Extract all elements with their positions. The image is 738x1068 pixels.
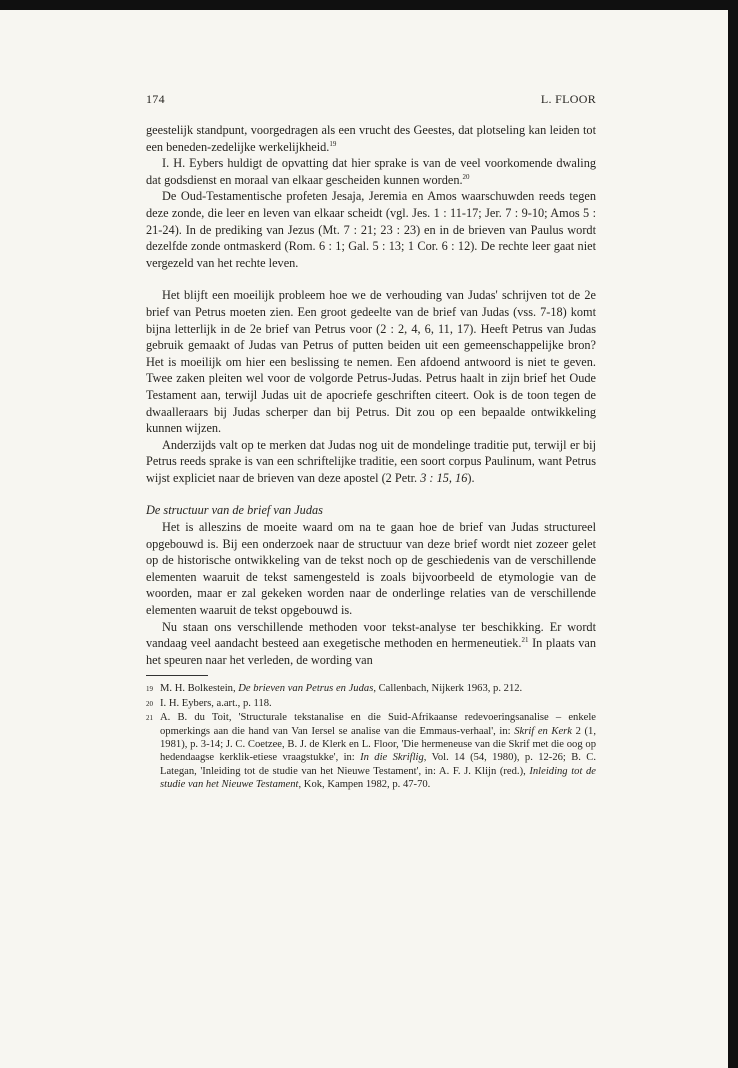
footnote-ref-19: 19 <box>329 139 337 148</box>
paragraph-5-end: ). <box>467 470 475 485</box>
paragraph-5 <box>146 437 596 487</box>
footnote-text: M. H. Bolkestein, De brieven van Petrus en Judas, Callenbach, Nijkerk 1963, p. 212. <box>160 683 523 695</box>
footnote-number: 19 <box>146 685 153 694</box>
section-heading: De structuur van de brief van Judas <box>146 503 323 518</box>
paragraph-5-text: Anderzijds valt op te merken dat Judas nog uit de mondelinge traditie put, terwijl er bij Petrus reeds sprake is van een schriftelijke traditie, een soort corpus Paulinum, want Petrus wijst expliciet naar de brieven van deze apostel (2 Petr. <box>146 437 596 485</box>
footnote-ref-20: 20 <box>462 172 470 181</box>
paragraph-2 <box>146 155 596 188</box>
footnote-number: 20 <box>146 699 153 708</box>
scan-border-right <box>728 0 738 1068</box>
paragraph-4: Het blijft een moeilijk probleem hoe we de verhouding van Judas' schrijven tot de 2e brief van Petrus moeten zien. Een groot gedeelte van de brief van Judas (vss. 7-18) komt bijna letterlijk in de 2e brief van Petrus voor (2 : 2, 4, 6, 11, 17). Heeft Petrus van Judas gebruik gemaakt of Judas van Petrus of putten beiden uit een gemeenschappelijke bron? Het is moeilijk om hier een beslissing te nemen. Een afdoend antwoord is niet te geven. Twee zaken pleiten wel voor de volgorde Petrus-Judas. Petrus haalt in zijn brief het Oude Testament aan, terwijl Judas uit de apocriefe geschriften citeert. Ook is de toon tegen de dwaalleraars bij Judas scherper dan bij Petrus. Dit zou op een bepaalde ontwikkeling kunnen wijzen. <box>146 288 596 436</box>
footnote-20 <box>146 697 596 711</box>
paragraph-5-reference: 3 : 15, 16 <box>420 470 468 485</box>
footnote-21 <box>146 711 596 791</box>
running-header <box>146 92 596 108</box>
footnotes <box>146 682 596 791</box>
paragraph-2-text: I. H. Eybers huldigt de opvatting dat hier sprake is van de veel voorkomende dwaling dat godsdienst en moraal van elkaar gescheiden kunnen worden. <box>146 156 596 187</box>
paragraph-1-text: geestelijk standpunt, voorgedragen als een vrucht des Geestes, dat plotseling kan leiden tot een beneden-zedelijke werkelijkheid. <box>146 123 596 154</box>
footnote-19 <box>146 682 596 696</box>
paragraph-7-text: Nu staan ons verschillende methoden voor tekst-analyse ter beschikking. Er wordt vandaag veel aandacht besteed aan exegetische methoden en hermeneutiek. <box>146 619 596 651</box>
footnote-text: I. H. Eybers, a.art., p. 118. <box>160 697 272 709</box>
footnote-number: 21 <box>146 714 153 723</box>
paragraph-3: De Oud-Testamentische profeten Jesaja, Jeremia en Amos waarschuwden reeds tegen deze zonde, die leer en leven van elkaar scheidt (vgl. Jes. 1 : 11-17; Jer. 7 : 9-10; Amos 5 : 21-24). In de prediking van Jezus (Mt. 7 : 21; 23 : 23) en in de brieven van Paulus wordt dezelfde zonde ontmaskerd (Rom. 6 : 1; Gal. 5 : 13; 1 Cor. 6 : 12). De rechte leer gaat niet vergezeld van het rechte leven. <box>146 189 596 270</box>
paragraph-7 <box>146 619 596 669</box>
footnote-separator <box>146 675 208 676</box>
running-head-author: L. FLOOR <box>540 92 596 106</box>
scan-border-top <box>0 0 738 10</box>
footnote-ref-21: 21 <box>521 636 529 645</box>
body-text <box>146 122 596 792</box>
page-number: 174 <box>146 92 165 106</box>
paragraph-1 <box>146 122 596 155</box>
paragraph-7-continuation: In plaats van het speuren naar het verleden, de wording van <box>146 636 597 667</box>
footnote-text: A. B. du Toit, 'Structurale tekstanalise en die Suid-Afrikaanse redevoeringsanalise – enkele opmerkings aan die hand van Van Iersel se analise van die Emmaus-verhaal', in: Skrif en Kerk 2 (1, 1981), p. 3-14; J. C. Coetzee, B. J. de Klerk en L. Floor, 'Die hermeneuse van die Skrif met die oog op hedendaagse kerklik-etiese vraagstukke', in: In die Skriflig, Vol. 14 (54, 1980), p. 12-26; B. C. Lategan, 'Inleiding tot de studie van het Nieuwe Testament', in: A. F. J. Klijn (red.), Inleiding tot de studie van het Nieuwe Testament, Kok, Kampen 1982, p. 47-70. <box>160 712 596 791</box>
paragraph-6: Het is alleszins de moeite waard om na te gaan hoe de brief van Judas structureel opgebouwd is. Bij een onderzoek naar de structuur van deze brief wordt niet zozeer gelet op de historische ontwikkeling van de tekst noch op de geschiedenis van de verschillende elementen waaruit de tekst samengesteld is zoals bijvoorbeeld de etymologie van de woorden, maar er zal gekeken worden naar de onderlinge relaties van de verschillende elementen waaruit de tekst opgebouwd is. <box>146 520 596 618</box>
